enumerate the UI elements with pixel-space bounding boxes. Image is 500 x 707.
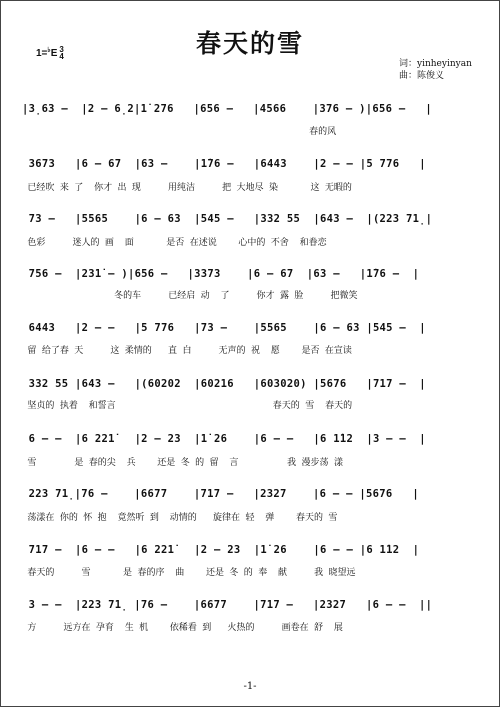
lyric-line-9: 春天的 雪 是 春的序 曲 还是 冬 的 奉 献 我 晓望远 xyxy=(22,568,356,578)
key-label: 1= xyxy=(36,48,48,59)
key-note: E xyxy=(50,48,58,59)
lyric-line-8: 荡漾在 你的 怀 抱 竟然听 到 动情的 旋律在 轻 弹 春天的 雪 xyxy=(22,513,338,523)
song-title: 春天的雪 xyxy=(195,29,304,58)
lyric-line-5: 留 给了春 天 这 柔情的 直 白 无声的 祝 愿 是否 在宣读 xyxy=(22,346,352,356)
notation-line-7: 6 – – |6 221̇ |2 – 23 |1̇ 26 |6 – – |6 1̇12 |3 – – | xyxy=(22,433,426,445)
time-bottom: 4 xyxy=(59,52,64,61)
lyric-line-4: 冬的车 已经启 动 了 你才 露 脸 把微笑 xyxy=(22,291,358,301)
notation-line-8: 223 71̣|76 – |6677 |717 – |2327 |6 – – |5676 | xyxy=(22,488,419,500)
notation-line-10: 3 – – |223 71̣ |76 – |6677 |717 – |2327 |6 – – || xyxy=(22,599,433,611)
flat-sign: ♭ xyxy=(47,47,51,54)
lyric-line-3: 色彩 迷人的 画 面 是否 在述说 心中的 不舍 和眷恋 xyxy=(22,238,327,248)
lyric-line-7: 雪 是 春的尖 兵 还是 冬 的 留 言 我 漫步荡 漾 xyxy=(22,458,343,468)
time-top: 3 xyxy=(59,45,64,54)
notation-line-5: 6443 |2 – – |5 776 |73 – |5565 |6 – 63 |545 – | xyxy=(22,322,426,334)
lyric-line-10: 方 远方在 孕育 生 机 依稀看 到 火热的 画卷在 舒 展 xyxy=(22,623,343,633)
page-number: -1- xyxy=(243,681,257,692)
notation-line-9: 717 – |6 – – |6 221̇ |2 – 23 |1̇ 26 |6 – – |6 1̇12 | xyxy=(22,544,420,556)
composer-credit: 曲：陈俊义 xyxy=(399,71,445,81)
lyricist-credit: 词：yinheyinyan xyxy=(399,59,472,69)
lyric-line-1: 春的风 xyxy=(22,127,337,137)
notation-line-1: |3̣63 – |2 – 6̣2|1̇ 276 |656 – |4566 |376 – )|656 – | xyxy=(22,103,432,115)
notation-line-3: 73 – |5565 |6 – 63 |545 – |332 55 |643 – |(223 71̣| xyxy=(22,213,433,225)
notation-line-6: 332 55 |643 – |(60202 |60216 |603020) |5676 |717 – | xyxy=(22,378,426,390)
lyric-line-2: 已经吹 来 了 你才 出 现 用纯洁 把 大地尽 染 这 无暇的 xyxy=(22,183,352,193)
lyric-line-6: 坚贞的 执着 和誓言 春天的 雪 春天的 xyxy=(22,401,353,411)
notation-line-4: 756 – |231̇ – )|656 – |3373 |6 – 67 |63 – |1̇76 – | xyxy=(22,268,420,280)
notation-line-2: 3673 |6 – 67 |63 – |1̇76 – |6443 |2 – – |5 776 | xyxy=(22,158,426,170)
